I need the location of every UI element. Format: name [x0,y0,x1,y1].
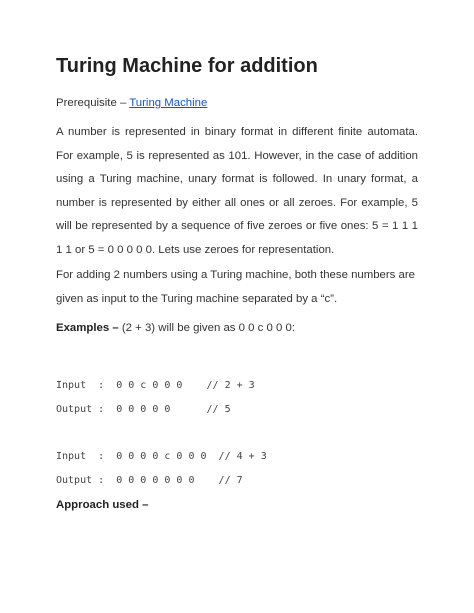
turing-machine-link[interactable]: Turing Machine [129,97,208,109]
approach-heading: Approach used – [56,499,149,511]
prerequisite-line [56,97,207,109]
code-line-input-1: Input : 0 0 c 0 0 0 // 2 + 3 [56,380,255,391]
examples-text: (2 + 3) will be given as 0 0 c 0 0 0: [118,322,296,334]
code-line-input-2: Input : 0 0 0 0 c 0 0 0 // 4 + 3 [56,451,267,462]
code-line-output-2: Output : 0 0 0 0 0 0 0 // 7 [56,475,243,486]
paragraph-unary-representation: A number is represented in binary format in different finite automata. For example, 5 is represented as 101. However, in the case of addition using a Turing machine, unary format is followed. In unary format, a number is represented by either all ones or all zeroes. For example, 5 will be represented by a sequence of five zeroes or five ones: 5 = 1 1 1 1 1 or 5 = 0 0 0 0 0. Lets use zeroes for representation. [56,126,418,256]
paragraph-addition-input: For adding 2 numbers using a Turing machine, both these numbers are given as input to the Turing machine separated by a “c”. [56,269,416,305]
code-line-output-1: Output : 0 0 0 0 0 // 5 [56,404,231,415]
examples-label: Examples – [56,322,119,334]
document-title: Turing Machine for addition [56,55,318,77]
prerequisite-label: Prerequisite – [56,97,130,109]
examples-line [56,322,295,334]
